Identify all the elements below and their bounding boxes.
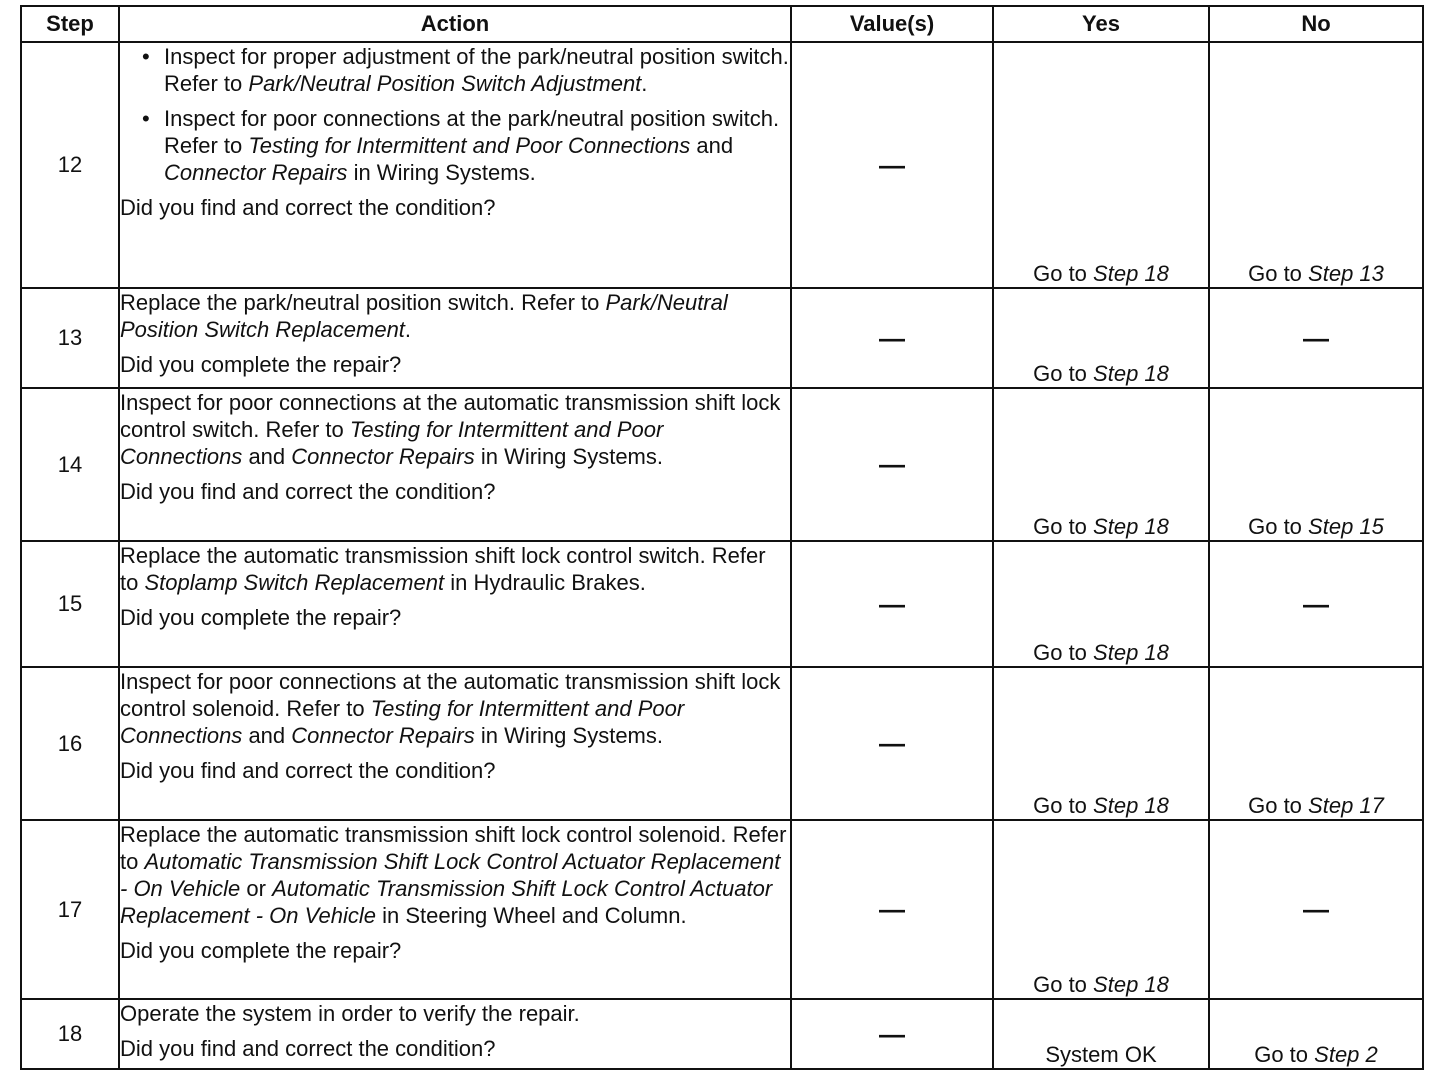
list-item: • Inspect for poor connections at the park/neutral position switch. Refer to Testing for Intermittent and Poor Connections and Connector Repairs in Wiring Systems.: [142, 105, 790, 186]
value-cell: —: [791, 999, 993, 1069]
question-text: Did you find and correct the condition?: [120, 195, 496, 220]
step-number: 15: [21, 541, 119, 667]
header-row: [21, 6, 1423, 42]
action-cell: Operate the system in order to verify the repair. Did you find and correct the condition?: [119, 999, 791, 1069]
table-row: [21, 388, 1423, 541]
table-row: [21, 288, 1423, 388]
reference-link: Automatic Transmission Shift Lock Control Actuator Replacement - On Vehicle: [120, 849, 781, 901]
value-cell: —: [791, 820, 993, 999]
header-yes: Yes: [993, 6, 1209, 42]
yes-cell: Go to Step 18: [993, 388, 1209, 541]
reference-link: Stoplamp Switch Replacement: [144, 570, 445, 595]
value-cell: —: [791, 288, 993, 388]
no-cell: Go to Step 13: [1209, 42, 1423, 288]
no-cell: Go to Step 2: [1209, 999, 1423, 1069]
reference-link: Connector Repairs: [164, 160, 348, 185]
header-value: Value(s): [791, 6, 993, 42]
reference-link: Testing for Intermittent and Poor Connections: [248, 133, 691, 158]
action-cell: Replace the park/neutral position switch. Refer to Park/Neutral Position Switch Replacement. Did you complete the repair?: [119, 288, 791, 388]
no-cell: —: [1209, 288, 1423, 388]
no-cell: —: [1209, 541, 1423, 667]
reference-link: Park/Neutral Position Switch Adjustment: [248, 71, 642, 96]
table-row: [21, 820, 1423, 999]
question-text: Did you complete the repair?: [120, 605, 402, 630]
header-step: Step: [21, 6, 119, 42]
header-action: Action: [119, 6, 791, 42]
yes-cell: Go to Step 18: [993, 288, 1209, 388]
reference-link: Connector Repairs: [291, 723, 475, 748]
action-cell: [119, 42, 791, 288]
step-number: 13: [21, 288, 119, 388]
action-cell: Replace the automatic transmission shift lock control switch. Refer to Stoplamp Switch Replacement in Hydraulic Brakes. Did you complete the repair?: [119, 541, 791, 667]
bullet-list: [120, 43, 790, 186]
reference-link: Testing for Intermittent and Poor Connections: [120, 417, 664, 469]
table-row: [21, 541, 1423, 667]
header-no: No: [1209, 6, 1423, 42]
diagnostic-table: [20, 5, 1424, 1070]
step-number: 17: [21, 820, 119, 999]
table-row: [21, 667, 1423, 820]
action-cell: Inspect for poor connections at the automatic transmission shift lock control solenoid. Refer to Testing for Intermittent and Poor Connections and Connector Repairs in Wiring Systems. Did you find and correct the condition?: [119, 667, 791, 820]
step-number: 18: [21, 999, 119, 1069]
yes-cell: Go to Step 18: [993, 820, 1209, 999]
question-text: Did you find and correct the condition?: [120, 1036, 496, 1061]
reference-link: Park/Neutral Position Switch Replacement: [120, 290, 728, 342]
yes-cell: Go to Step 18: [993, 667, 1209, 820]
no-cell: Go to Step 15: [1209, 388, 1423, 541]
yes-cell: System OK: [993, 999, 1209, 1069]
value-cell: —: [791, 667, 993, 820]
reference-link: Automatic Transmission Shift Lock Control Actuator Replacement - On Vehicle: [120, 876, 773, 928]
question-text: Did you complete the repair?: [120, 938, 402, 963]
no-cell: Go to Step 17: [1209, 667, 1423, 820]
table-row: [21, 999, 1423, 1069]
list-item: • Inspect for proper adjustment of the park/neutral position switch. Refer to Park/Neutral Position Switch Adjustment.: [142, 43, 790, 97]
step-number: 16: [21, 667, 119, 820]
value-cell: —: [791, 42, 993, 288]
value-cell: —: [791, 541, 993, 667]
question-text: Did you find and correct the condition?: [120, 758, 496, 783]
step-number: 14: [21, 388, 119, 541]
no-cell: —: [1209, 820, 1423, 999]
question-text: Did you complete the repair?: [120, 352, 402, 377]
step-number: 12: [21, 42, 119, 288]
action-cell: Replace the automatic transmission shift lock control solenoid. Refer to Automatic Transmission Shift Lock Control Actuator Replacement - On Vehicle or Automatic Transmission Shift Lock Control Actuator Replacement - On Vehicle in Steering Wheel and Column. Did you complete the repair?: [119, 820, 791, 999]
question-text: Did you find and correct the condition?: [120, 479, 496, 504]
value-cell: —: [791, 388, 993, 541]
reference-link: Connector Repairs: [291, 444, 475, 469]
reference-link: Testing for Intermittent and Poor Connections: [120, 696, 685, 748]
table-row: [21, 42, 1423, 288]
yes-cell: Go to Step 18: [993, 42, 1209, 288]
yes-cell: Go to Step 18: [993, 541, 1209, 667]
action-cell: Inspect for poor connections at the automatic transmission shift lock control switch. Refer to Testing for Intermittent and Poor Connections and Connector Repairs in Wiring Systems. Did you find and correct the condition?: [119, 388, 791, 541]
